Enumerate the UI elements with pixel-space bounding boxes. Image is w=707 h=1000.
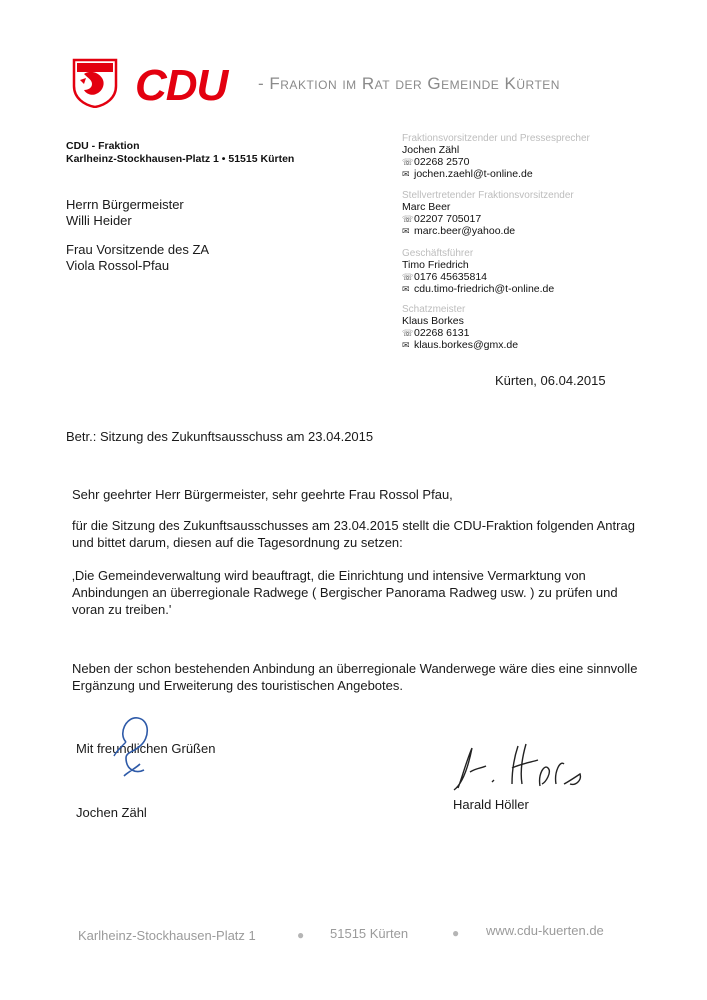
footer-separator-dot: ● xyxy=(297,928,305,942)
contact-block-3 xyxy=(402,248,554,295)
contact-email[interactable]: klaus.borkes@gmx.de xyxy=(414,339,519,351)
contact-name: Klaus Borkes xyxy=(402,315,464,327)
paragraph-1-line-1: für die Sitzung des Zukunftsausschusses am 23.04.2015 stellt die CDU-Fraktion folgenden Antrag xyxy=(72,518,635,533)
contact-email[interactable]: jochen.zaehl@t-online.de xyxy=(414,168,533,180)
mail-icon: ✉ xyxy=(402,169,410,179)
phone-icon: ☏ xyxy=(402,328,414,338)
contact-role: Geschäftsführer xyxy=(402,248,474,259)
recipient-1-line-1: Herrn Bürgermeister xyxy=(66,197,184,212)
cdu-crest-logo xyxy=(72,58,118,108)
contact-block-4 xyxy=(402,304,518,351)
mail-icon: ✉ xyxy=(402,226,410,236)
quote-line-2: Anbindungen an überregionale Radwege ( Bergischer Panorama Radweg usw. ) zu prüfen und xyxy=(72,585,618,600)
contact-block-1 xyxy=(402,133,590,180)
recipient-1-line-2: Willi Heider xyxy=(66,213,132,228)
contact-email[interactable]: cdu.timo-friedrich@t-online.de xyxy=(414,283,555,295)
quote-line-1: ‚Die Gemeindeverwaltung wird beauftragt, die Einrichtung und intensive Vermarktung von xyxy=(72,568,586,583)
footer-website-link[interactable]: www.cdu-kuerten.de xyxy=(486,923,604,938)
letter-subject: Betr.: Sitzung des Zukunftsausschuss am 23.04.2015 xyxy=(66,429,374,444)
phone-icon: ☏ xyxy=(402,272,414,282)
letter-date: Kürten, 06.04.2015 xyxy=(495,373,606,388)
sender-line-1: CDU - Fraktion xyxy=(66,140,140,152)
recipient-2-line-1: Frau Vorsitzende des ZA xyxy=(66,242,210,257)
paragraph-2-line-2: Ergänzung und Erweiterung des touristischen Angebotes. xyxy=(72,678,403,693)
closing-greeting: Mit freundlichen Grüßen xyxy=(76,741,216,756)
contact-phone: 02268 6131 xyxy=(414,327,470,339)
signer-left-name: Jochen Zähl xyxy=(76,805,147,820)
contact-role: Fraktionsvorsitzender und Pressesprecher xyxy=(402,133,590,144)
signature-right xyxy=(448,738,588,798)
contact-phone: 0176 45635814 xyxy=(414,271,487,283)
footer-separator-dot: ● xyxy=(452,926,460,940)
footer-city: 51515 Kürten xyxy=(330,926,409,941)
contact-phone: 02207 705017 xyxy=(414,213,482,225)
contact-phone: 02268 2570 xyxy=(414,156,470,168)
recipient-block-1 xyxy=(66,197,184,229)
sender-line-2: Karlheinz-Stockhausen-Platz 1 • 51515 Kürten xyxy=(66,153,295,165)
footer-address: Karlheinz-Stockhausen-Platz 1 xyxy=(78,928,256,943)
signature-left xyxy=(96,712,166,784)
quote-line-3: voran zu treiben.' xyxy=(72,602,172,617)
paragraph-1-line-2: und bittet darum, diesen auf die Tagesordnung zu setzen: xyxy=(72,535,403,550)
paragraph-1 xyxy=(72,517,635,551)
signer-right-name: Harald Höller xyxy=(453,797,529,812)
mail-icon: ✉ xyxy=(402,340,410,350)
contact-block-2 xyxy=(402,190,574,237)
contact-name: Timo Friedrich xyxy=(402,259,469,271)
paragraph-2-line-1: Neben der schon bestehenden Anbindung an überregionale Wanderwege wäre dies eine sinnvolle xyxy=(72,661,638,676)
recipient-block-2 xyxy=(66,242,209,274)
contact-email[interactable]: marc.beer@yahoo.de xyxy=(414,225,516,237)
contact-role: Stellvertretender Fraktionsvorsitzender xyxy=(402,190,574,201)
mail-icon: ✉ xyxy=(402,284,410,294)
cdu-logo-text: CDU xyxy=(135,61,228,110)
paragraph-2 xyxy=(72,660,637,694)
recipient-2-line-2: Viola Rossol-Pfau xyxy=(66,258,170,273)
phone-icon: ☏ xyxy=(402,214,414,224)
contact-name: Marc Beer xyxy=(402,201,451,213)
contact-role: Schatzmeister xyxy=(402,304,466,315)
salutation: Sehr geehrter Herr Bürgermeister, sehr geehrte Frau Rossol Pfau, xyxy=(72,487,453,502)
contact-name: Jochen Zähl xyxy=(402,144,460,156)
motion-quote xyxy=(72,567,618,618)
header-subtitle: - Fraktion im Rat der Gemeinde Kürten xyxy=(258,74,560,93)
phone-icon: ☏ xyxy=(402,157,414,167)
